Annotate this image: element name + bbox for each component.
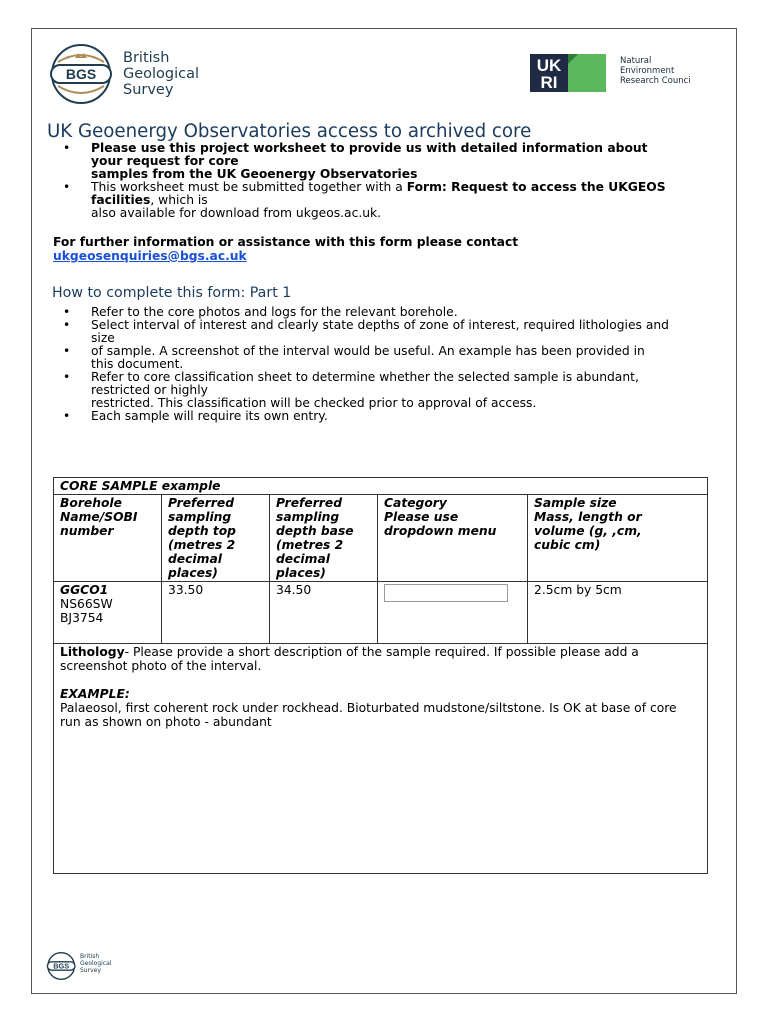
- table-caption-row: [54, 478, 708, 495]
- core-sample-table: [53, 477, 708, 874]
- header-borehole: [54, 495, 162, 582]
- intro-bullet-1: [47, 142, 767, 181]
- howto-item-text: of sample. A screenshot of the interval would be useful. An example has been provided in: [91, 344, 645, 358]
- cell-borehole: [54, 582, 162, 644]
- howto-item-text: size: [91, 331, 115, 345]
- header-text: depth base: [276, 524, 354, 538]
- header-text: cubic cm): [534, 538, 601, 552]
- lithology-instruction: [60, 645, 701, 673]
- borehole-ref: BJ3754: [60, 611, 104, 625]
- howto-item-text: Select interval of interest and clearly state depths of zone of interest, required lithologies and: [91, 318, 669, 332]
- header-text: places): [276, 566, 326, 580]
- intro-bullet-1-line2: your request for core: [91, 154, 239, 168]
- header-text: Name/SOBI: [60, 510, 138, 524]
- footer-logo-line1: British: [80, 953, 100, 960]
- howto-item: [47, 371, 770, 410]
- intro-form-name: Form: Request to access the UKGEOS: [406, 180, 666, 194]
- svg-text:BGS: BGS: [65, 66, 97, 82]
- ukri-nerc-logo: [530, 54, 730, 94]
- lithology-row: [54, 644, 708, 874]
- borehole-id: GGCO1: [60, 583, 109, 597]
- cell-category: [378, 582, 528, 644]
- table-row: [54, 582, 708, 644]
- header-text: Preferred: [276, 496, 342, 510]
- cell-depth-base: 34.50: [270, 582, 378, 644]
- howto-item-text: restricted or highly: [91, 383, 208, 397]
- cell-sample-size: 2.5cm by 5cm: [528, 582, 708, 644]
- header-text: sampling: [276, 510, 340, 524]
- header-text: (metres 2: [276, 538, 344, 552]
- bgs-emblem-icon: [48, 44, 122, 104]
- howto-heading: How to complete this form: Part 1: [52, 285, 292, 301]
- lithology-instruction-text: - Please provide a short description of the sample required. If possible please add a screenshot photo of the interval.: [60, 645, 639, 673]
- bgs-logo-line3: Survey: [123, 82, 174, 98]
- header-text: (metres 2: [168, 538, 236, 552]
- intro-form-name-cont: facilities: [91, 193, 151, 207]
- example-text: Palaeosol, first coherent rock under rockhead. Bioturbated mudstone/siltstone. Is OK at base of core run as shown on photo - abundant: [60, 701, 677, 729]
- category-dropdown[interactable]: [384, 584, 508, 602]
- howto-item-text: Refer to core classification sheet to determine whether the selected sample is abundant,: [91, 370, 639, 384]
- header-depth-base: [270, 495, 378, 582]
- example-label: EXAMPLE:: [60, 687, 130, 701]
- nerc-line1: Natural: [620, 56, 652, 66]
- howto-item: • Refer to the core photos and logs for the relevant borehole.: [47, 306, 770, 319]
- header-text: decimal: [168, 552, 222, 566]
- nerc-line3: Research Counci: [620, 76, 691, 86]
- contact-text: For further information or assistance with this form please contact: [53, 235, 519, 249]
- svg-text:RI: RI: [540, 73, 558, 92]
- intro-bullet-2-post: , which is: [150, 193, 208, 207]
- lithology-label: Lithology: [60, 645, 125, 659]
- header-text: sampling: [168, 510, 232, 524]
- svg-text:BGS: BGS: [53, 961, 70, 971]
- header-text: decimal: [276, 552, 330, 566]
- bgs-logo-line2: Geological: [123, 66, 200, 82]
- contact-email-link[interactable]: ukgeosenquiries@bgs.ac.uk: [53, 249, 247, 263]
- contact-block: [53, 235, 713, 263]
- header-text: Borehole: [60, 496, 122, 510]
- footer-logo-line3: Survey: [80, 967, 101, 974]
- intro-bullet-2-line3: also available for download from ukgeos.ac.uk.: [91, 206, 382, 220]
- nerc-line2: Environment: [620, 66, 675, 76]
- svg-text:UK: UK: [536, 56, 562, 75]
- bgs-logo: [48, 44, 218, 104]
- page-title: UK Geoenergy Observatories access to archived core: [47, 121, 532, 142]
- document-page: [31, 28, 737, 994]
- header-text: volume (g, ,cm,: [534, 524, 642, 538]
- table-header-row: [54, 495, 708, 582]
- intro-bullet-2: [47, 181, 767, 220]
- table-caption: CORE SAMPLE example: [54, 478, 708, 495]
- howto-item-text: this document.: [91, 357, 184, 371]
- header-text: Preferred: [168, 496, 234, 510]
- header-text: number: [60, 524, 114, 538]
- intro-bullet-2-pre: This worksheet must be submitted together with a: [91, 180, 407, 194]
- howto-item-text: restricted. This classification will be checked prior to approval of access.: [91, 396, 537, 410]
- lithology-cell[interactable]: [54, 644, 708, 874]
- intro-bullet-1-line3: samples from the UK Geoenergy Observatories: [91, 167, 418, 181]
- footer-bgs-logo: [46, 949, 126, 983]
- header-text: Please use: [384, 510, 459, 524]
- howto-item: • Each sample will require its own entry.: [47, 410, 770, 423]
- borehole-grid: NS66SW: [60, 597, 113, 611]
- footer-bgs-emblem-icon: [46, 949, 80, 983]
- howto-list: [47, 306, 770, 423]
- header-text: Category: [384, 496, 447, 510]
- bgs-logo-line1: British: [123, 50, 170, 66]
- ukri-emblem-icon: [530, 54, 616, 94]
- cell-depth-top: 33.50: [162, 582, 270, 644]
- howto-item: [47, 345, 770, 371]
- header-category: [378, 495, 528, 582]
- howto-item: [47, 319, 770, 345]
- header-sample-size: [528, 495, 708, 582]
- header-text: places): [168, 566, 218, 580]
- header-text: Mass, length or: [534, 510, 642, 524]
- header-text: dropdown menu: [384, 524, 497, 538]
- intro-list: [47, 142, 767, 220]
- footer-logo-line2: Geological: [80, 960, 112, 967]
- header-text: depth top: [168, 524, 236, 538]
- header-depth-top: [162, 495, 270, 582]
- intro-bullet-1-line1: Please use this project worksheet to provide us with detailed information about: [91, 141, 648, 155]
- header-text: Sample size: [534, 496, 617, 510]
